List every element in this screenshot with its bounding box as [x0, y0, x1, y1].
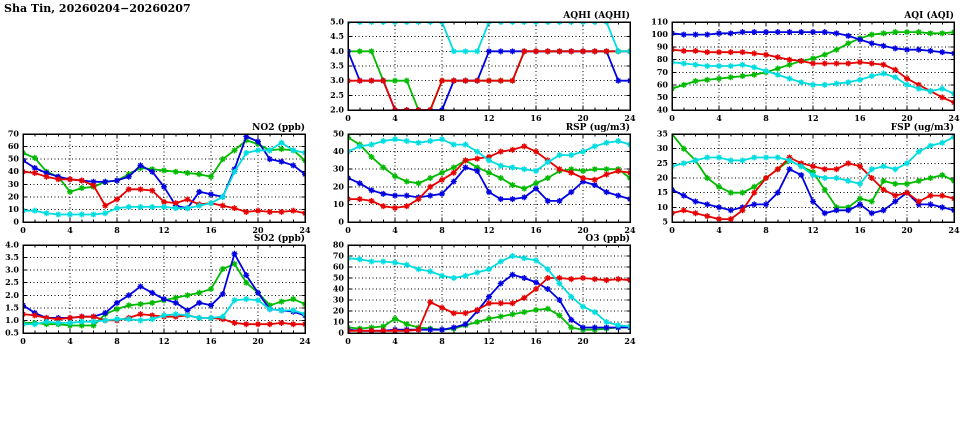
y-tick-label: 25: [656, 157, 668, 168]
y-tick-label: 40: [656, 104, 668, 115]
y-tick-label: 1.5: [5, 302, 19, 313]
y-tick-label: 10: [7, 203, 19, 214]
y-tick-label: 0.5: [5, 327, 19, 338]
x-tick-label: 24: [624, 336, 636, 346]
x-tick-label: 4: [67, 225, 73, 235]
x-tick-label: 20: [577, 336, 589, 346]
y-tick-label: 110: [651, 16, 668, 27]
y-tick-label: 2.0: [5, 289, 19, 300]
x-tick-label: 0: [345, 113, 351, 123]
y-tick-label: 50: [332, 128, 344, 139]
chart-aqi: [632, 8, 968, 126]
x-tick-label: 24: [948, 113, 960, 123]
tick-marks: [23, 245, 305, 333]
x-tick-label: 12: [807, 113, 819, 123]
y-tick-label: 2.0: [330, 104, 344, 115]
x-tick-label: 4: [392, 113, 398, 123]
x-tick-label: 8: [763, 225, 769, 235]
axis-labels: [5, 240, 311, 347]
y-tick-label: 0: [338, 216, 344, 227]
y-tick-label: 70: [7, 128, 19, 139]
y-tick-label: 10: [332, 316, 344, 327]
y-tick-label: 3.0: [5, 264, 19, 275]
y-tick-label: 60: [7, 141, 19, 152]
x-tick-label: 4: [392, 336, 398, 346]
x-tick-label: 8: [763, 113, 769, 123]
chart-fsp: [632, 120, 968, 238]
y-tick-label: 4.0: [330, 45, 344, 56]
x-tick-label: 16: [205, 336, 217, 346]
chart-aqhi: [308, 8, 644, 126]
x-tick-label: 8: [114, 336, 120, 346]
y-tick-label: 50: [7, 153, 19, 164]
y-tick-label: 2.5: [330, 89, 344, 100]
x-tick-label: 20: [901, 225, 913, 235]
y-tick-label: 0: [13, 216, 19, 227]
y-tick-label: 70: [332, 250, 344, 261]
y-tick-label: 80: [332, 239, 344, 250]
x-tick-label: 4: [392, 225, 398, 235]
y-tick-label: 30: [332, 294, 344, 305]
y-tick-label: 40: [7, 166, 19, 177]
y-tick-label: 4.0: [5, 239, 19, 250]
x-tick-label: 12: [483, 225, 495, 235]
x-tick-label: 0: [20, 225, 26, 235]
x-tick-label: 16: [854, 225, 866, 235]
x-tick-label: 16: [530, 113, 542, 123]
y-tick-label: 3.0: [330, 75, 344, 86]
y-tick-label: 10: [656, 201, 668, 212]
x-tick-label: 24: [948, 225, 960, 235]
chart-canvas-aqhi: [308, 8, 644, 126]
chart-title: O3 (ppb): [585, 234, 630, 244]
x-tick-label: 24: [624, 113, 636, 123]
x-tick-label: 24: [624, 225, 636, 235]
x-tick-label: 8: [439, 225, 445, 235]
y-tick-label: 35: [656, 128, 668, 139]
y-tick-label: 100: [651, 29, 668, 40]
chart-canvas-so2: [0, 231, 319, 349]
x-tick-label: 24: [299, 336, 311, 346]
plot-border: [23, 245, 305, 333]
y-tick-label: 30: [7, 178, 19, 189]
y-tick-label: 1.0: [5, 314, 19, 325]
y-tick-label: 20: [332, 305, 344, 316]
y-tick-label: 60: [656, 79, 668, 90]
x-tick-label: 20: [577, 113, 589, 123]
y-tick-label: 60: [332, 261, 344, 272]
x-tick-label: 20: [252, 336, 264, 346]
y-tick-label: 50: [656, 91, 668, 102]
chart-title: AQHI (AQHI): [563, 11, 630, 21]
x-tick-label: 4: [67, 336, 73, 346]
y-tick-label: 90: [656, 41, 668, 52]
y-tick-label: 15: [656, 187, 668, 198]
y-tick-label: 3.5: [5, 252, 19, 263]
x-tick-label: 16: [530, 225, 542, 235]
x-tick-label: 0: [345, 225, 351, 235]
y-tick-label: 80: [656, 54, 668, 65]
chart-canvas-fsp: [632, 120, 968, 238]
x-tick-label: 0: [20, 336, 26, 346]
x-tick-label: 0: [345, 336, 351, 346]
x-tick-label: 16: [530, 336, 542, 346]
y-tick-label: 5.0: [330, 16, 344, 27]
x-tick-label: 12: [483, 113, 495, 123]
x-tick-label: 0: [669, 113, 675, 123]
chart-title: FSP (ug/m3): [890, 123, 954, 133]
x-tick-label: 16: [205, 225, 217, 235]
chart-title: RSP (ug/m3): [565, 123, 630, 133]
y-tick-label: 5: [662, 216, 668, 227]
chart-title: AQI (AQI): [904, 11, 954, 21]
y-tick-label: 3.5: [330, 60, 344, 71]
y-tick-label: 4.5: [330, 31, 344, 42]
series-markers-blue: [20, 251, 308, 321]
x-tick-label: 0: [669, 225, 675, 235]
y-tick-label: 20: [656, 172, 668, 183]
x-tick-label: 12: [483, 336, 495, 346]
x-tick-label: 16: [854, 113, 866, 123]
x-tick-label: 12: [158, 225, 170, 235]
y-tick-label: 2.5: [5, 277, 19, 288]
y-tick-label: 30: [656, 143, 668, 154]
chart-canvas-o3: [308, 231, 644, 349]
chart-so2: [0, 231, 319, 349]
chart-title: NO2 (ppb): [252, 123, 305, 133]
x-tick-label: 12: [158, 336, 170, 346]
x-tick-label: 8: [439, 113, 445, 123]
y-tick-label: 30: [332, 163, 344, 174]
x-tick-label: 4: [716, 225, 722, 235]
x-tick-label: 12: [807, 225, 819, 235]
axis-labels: [330, 17, 636, 124]
x-tick-label: 4: [716, 113, 722, 123]
y-tick-label: 20: [7, 191, 19, 202]
gridlines: [23, 245, 305, 333]
chart-o3: [308, 231, 644, 349]
y-tick-label: 0: [338, 327, 344, 338]
y-tick-label: 70: [656, 66, 668, 77]
page-title: Sha Tin, 20260204−20260207: [4, 2, 191, 15]
chart-rsp: [308, 120, 644, 238]
y-tick-label: 20: [332, 181, 344, 192]
y-tick-label: 10: [332, 198, 344, 209]
x-tick-label: 8: [439, 336, 445, 346]
x-tick-label: 20: [901, 113, 913, 123]
chart-canvas-no2: [0, 120, 319, 238]
y-tick-label: 40: [332, 283, 344, 294]
chart-canvas-rsp: [308, 120, 644, 238]
x-tick-label: 20: [577, 225, 589, 235]
series-blue: [20, 251, 308, 321]
y-tick-label: 40: [332, 146, 344, 157]
x-tick-label: 20: [252, 225, 264, 235]
x-tick-label: 24: [299, 225, 311, 235]
axis-labels: [333, 129, 636, 236]
y-tick-label: 50: [332, 272, 344, 283]
x-tick-label: 8: [114, 225, 120, 235]
chart-canvas-aqi: [632, 8, 968, 126]
chart-no2: [0, 120, 319, 238]
chart-title: SO2 (ppb): [253, 234, 305, 244]
